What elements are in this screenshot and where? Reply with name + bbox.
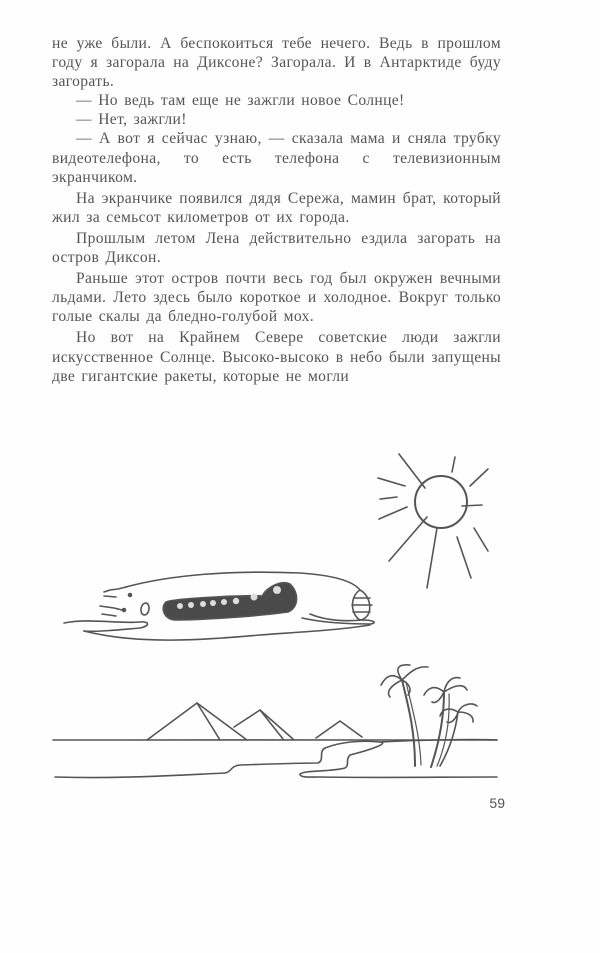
paragraph: Прошлым летом Лена действительно ездила загорать на остров Диксон. bbox=[52, 229, 501, 267]
river bbox=[55, 740, 497, 778]
palm-trees-icon bbox=[381, 665, 477, 767]
page-number: 59 bbox=[489, 795, 505, 811]
paragraph-dialogue: — А вот я сейчас узнаю, — сказала мама и сняла трубку видеотелефона, то есть телефона с телевизионным экранчиком. bbox=[52, 130, 501, 186]
paragraph-dialogue: — Нет, зажгли! bbox=[76, 111, 187, 129]
illustration bbox=[0, 430, 600, 800]
rocket-plane-icon bbox=[64, 572, 374, 640]
passengers-window bbox=[163, 583, 296, 620]
paragraph: не уже были. А беспокоиться тебе нечего. Ведь в прошлом году я загорала на Диксоне? Загорала. И в Антарктиде буду загорать. bbox=[52, 35, 501, 91]
paragraph: Но вот на Крайнем Севере советские люди зажгли искусственное Солнце. Высоко-высоко в небо были запущены две гигантские ракеты, которые не могли bbox=[52, 329, 501, 385]
sun-icon bbox=[378, 454, 488, 588]
paragraph: На экранчике появился дядя Сережа, мамин брат, который жил за семьсот километров от их города. bbox=[52, 189, 501, 226]
paragraph: Раньше этот остров почти весь год был окружен вечными льдами. Лето здесь было короткое и холодное. Вокруг только голые скалы да бледно-голубой мох. bbox=[52, 270, 501, 326]
pyramids-icon bbox=[147, 703, 362, 740]
paragraph-dialogue: — Но ведь там еще не зажгли новое Солнце! bbox=[76, 92, 405, 110]
body-text bbox=[52, 34, 501, 386]
